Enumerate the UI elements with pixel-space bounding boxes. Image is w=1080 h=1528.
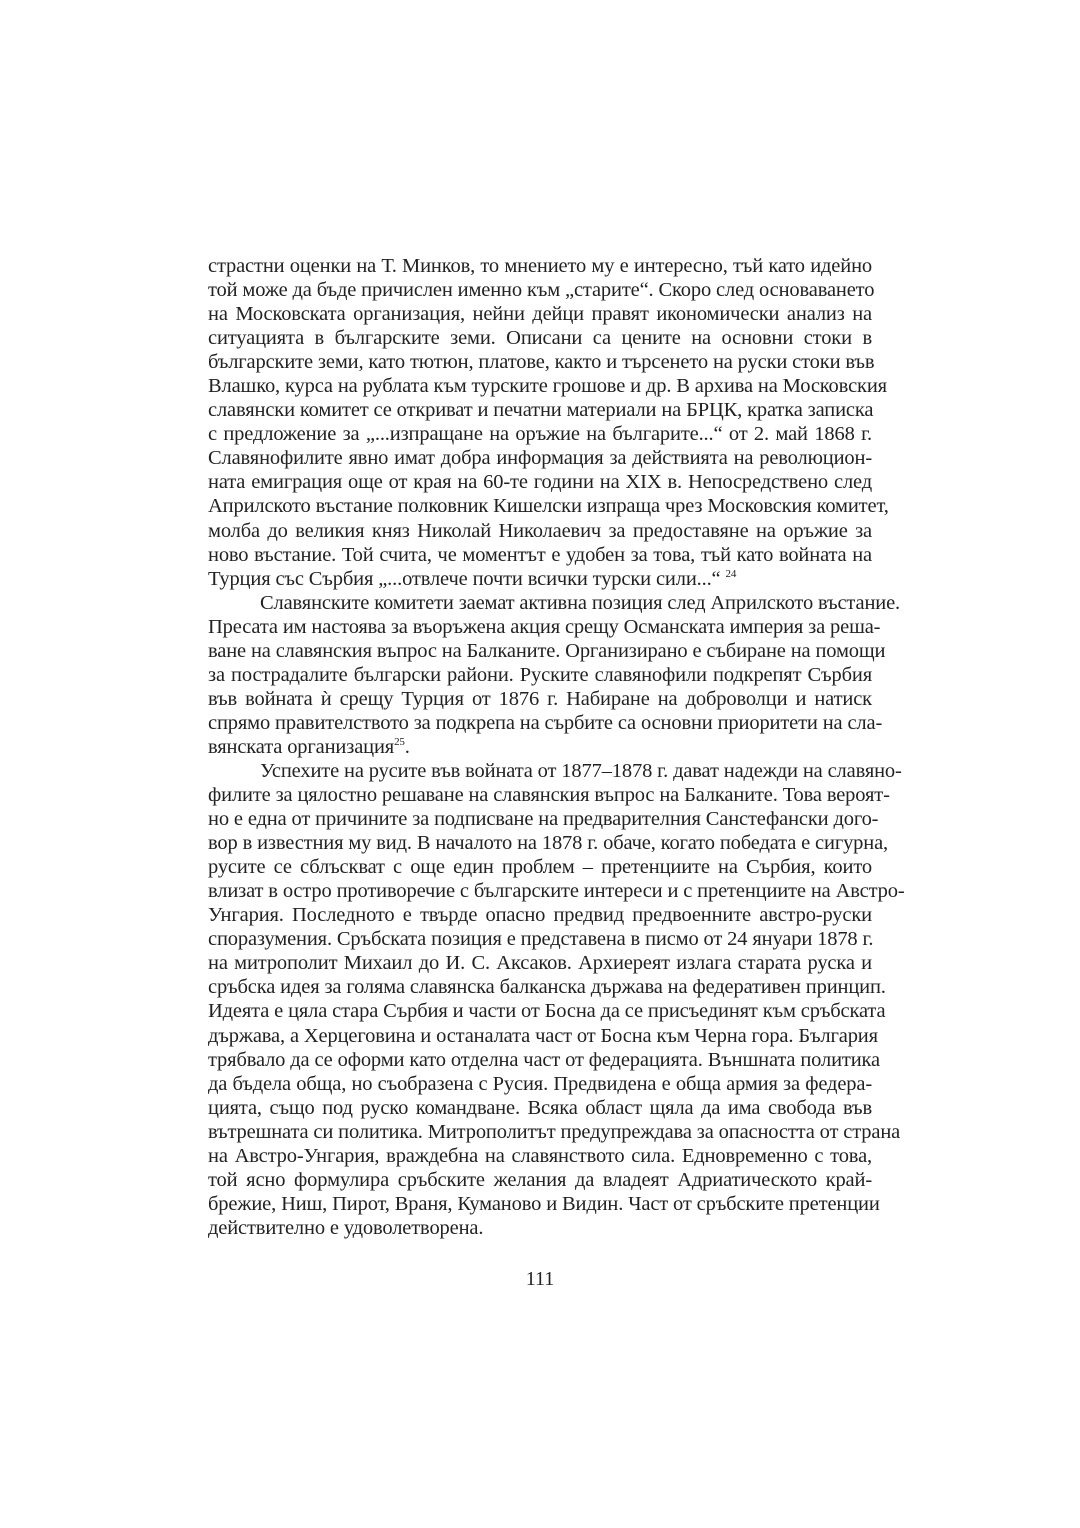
footnote-marker[interactable]: 24 (725, 567, 737, 580)
text-line: българските земи, като тютюн, платове, както и търсенето на руски стоки във (208, 351, 875, 374)
text-line: Славянските комитети заемат активна позиция след Априлското въстание. (260, 591, 901, 614)
text-line: брежие, Ниш, Пирот, Враня, Куманово и Видин. Част от сръбските претенции (208, 1192, 880, 1215)
text-line: Идеята е цяла стара Сърбия и части от Босна да се присъединят към сръбската (208, 1000, 886, 1023)
text-line: на митрополит Михаил до И. С. Аксаков. Архиереят излага старата руска и (208, 952, 872, 975)
text-line: Пресата им настоява за въоръжена акция срещу Османската империя за реша- (208, 615, 881, 638)
text-line: Априлското въстание полковник Кишелски изпраща чрез Московския комитет, (208, 495, 889, 518)
text-line: Влашко, курса на рублата към турските грошове и др. В архива на Московския (208, 375, 887, 398)
text-line: той може да бъде причислен именно към „старите“. Скоро след основаването (208, 279, 875, 302)
footnote-marker[interactable]: 25 (394, 735, 405, 748)
text-line: ситуацията в българските земи. Описани са цените на основни стоки в (208, 327, 872, 350)
text-line: във войната ѝ срещу Турция от 1876 г. Набиране на доброволци и натиск (208, 687, 872, 710)
text-line: на Московската организация, нейни дейци правят икономически анализ на (208, 303, 872, 326)
line-tail: . (404, 735, 410, 758)
text-line: ново въстание. Той счита, че моментът е удобен за това, тъй като войната на (208, 543, 872, 566)
text-line: той ясно формулира сръбските желания да владеят Адриатическото край- (208, 1168, 872, 1191)
text-line: Славянофилите явно имат добра информация за действията на революцион- (208, 447, 872, 470)
text-line: споразумения. Сръбската позиция е представена в писмо от 24 януари 1878 г. (208, 928, 874, 951)
text-line: страстни оценки на Т. Минков, то мнението му е интересно, тъй като идейно (208, 255, 872, 277)
text-line: Турция със Сърбия „...отвлече почти всички турски сили...“ $^{24}$ (208, 567, 737, 590)
text-line: славянски комитет се откриват и печатни материали на БРЦК, кратка записка (208, 399, 874, 422)
text-line: за пострадалите български райони. Руските славянофили подкрепят Сърбия (208, 663, 872, 686)
text-line: спрямо правителството за подкрепа на сърбите са основни приоритети на сла- (208, 711, 883, 734)
text-line: държава, а Херцеговина и останалата част от Босна към Черна гора. България (208, 1024, 878, 1047)
paragraph-1 (208, 254, 889, 591)
text-line: трябвало да се оформи като отделна част от федерацията. Външната политика (208, 1048, 880, 1071)
text-line: сръбска идея за голяма славянска балканска държава на федеративен принцип. (208, 976, 886, 999)
text-line: Успехите на русите във войната от 1877–1878 г. дават надежди на славяно- (260, 759, 902, 782)
text-line: ната емиграция още от края на 60-те години на XIX в. Непосредствено след (208, 471, 872, 494)
text-line: ване на славянския въпрос на Балканите. Организирано е събиране на помощи (208, 639, 886, 662)
text-line: вътрешната си политика. Митрополитът предупреждава за опасността от страна (208, 1120, 901, 1143)
text-line: действително е удоволетворена. (208, 1216, 484, 1239)
text-line: влизат в остро противоречие с българските интереси и с претенциите на Австро- (208, 880, 905, 903)
text-line: но е една от причините за подписване на предварителния Санстефански дого- (208, 808, 879, 831)
text-line: молба до великия княз Николай Николаевич за предоставяне на оръжие за (208, 519, 872, 542)
text-line: Унгария. Последното е твърде опасно предвид предвоенните австро-руски (208, 904, 872, 927)
text-line: филите за цялостно решаване на славянския въпрос на Балканите. Това вероят- (208, 784, 890, 807)
text-line: да бъдела обща, но съобразена с Русия. Предвидена е обща армия за федера- (208, 1072, 872, 1095)
text-line: русите се сблъскват с още един проблем – претенциите на Сърбия, които (208, 856, 872, 879)
text-line: вор в известния му вид. В началото на 1878 г. обаче, когато победата е сигурна, (208, 832, 889, 855)
text-line: с предложение за „...изпращане на оръжие на българите...“ от 2. май 1868 г. (208, 423, 872, 446)
page-number: 111 (525, 1268, 555, 1290)
text-line: вянската организация$^{25}$. (208, 735, 410, 758)
paragraph-3 (208, 759, 905, 1240)
page-body (208, 254, 905, 1240)
text-line: на Австро-Унгария, враждебна на славянството сила. Едновременно с това, (208, 1144, 872, 1167)
paragraph-2 (208, 591, 901, 759)
text-line: цията, също под руско командване. Всяка област щяла да има свобода във (208, 1096, 872, 1119)
